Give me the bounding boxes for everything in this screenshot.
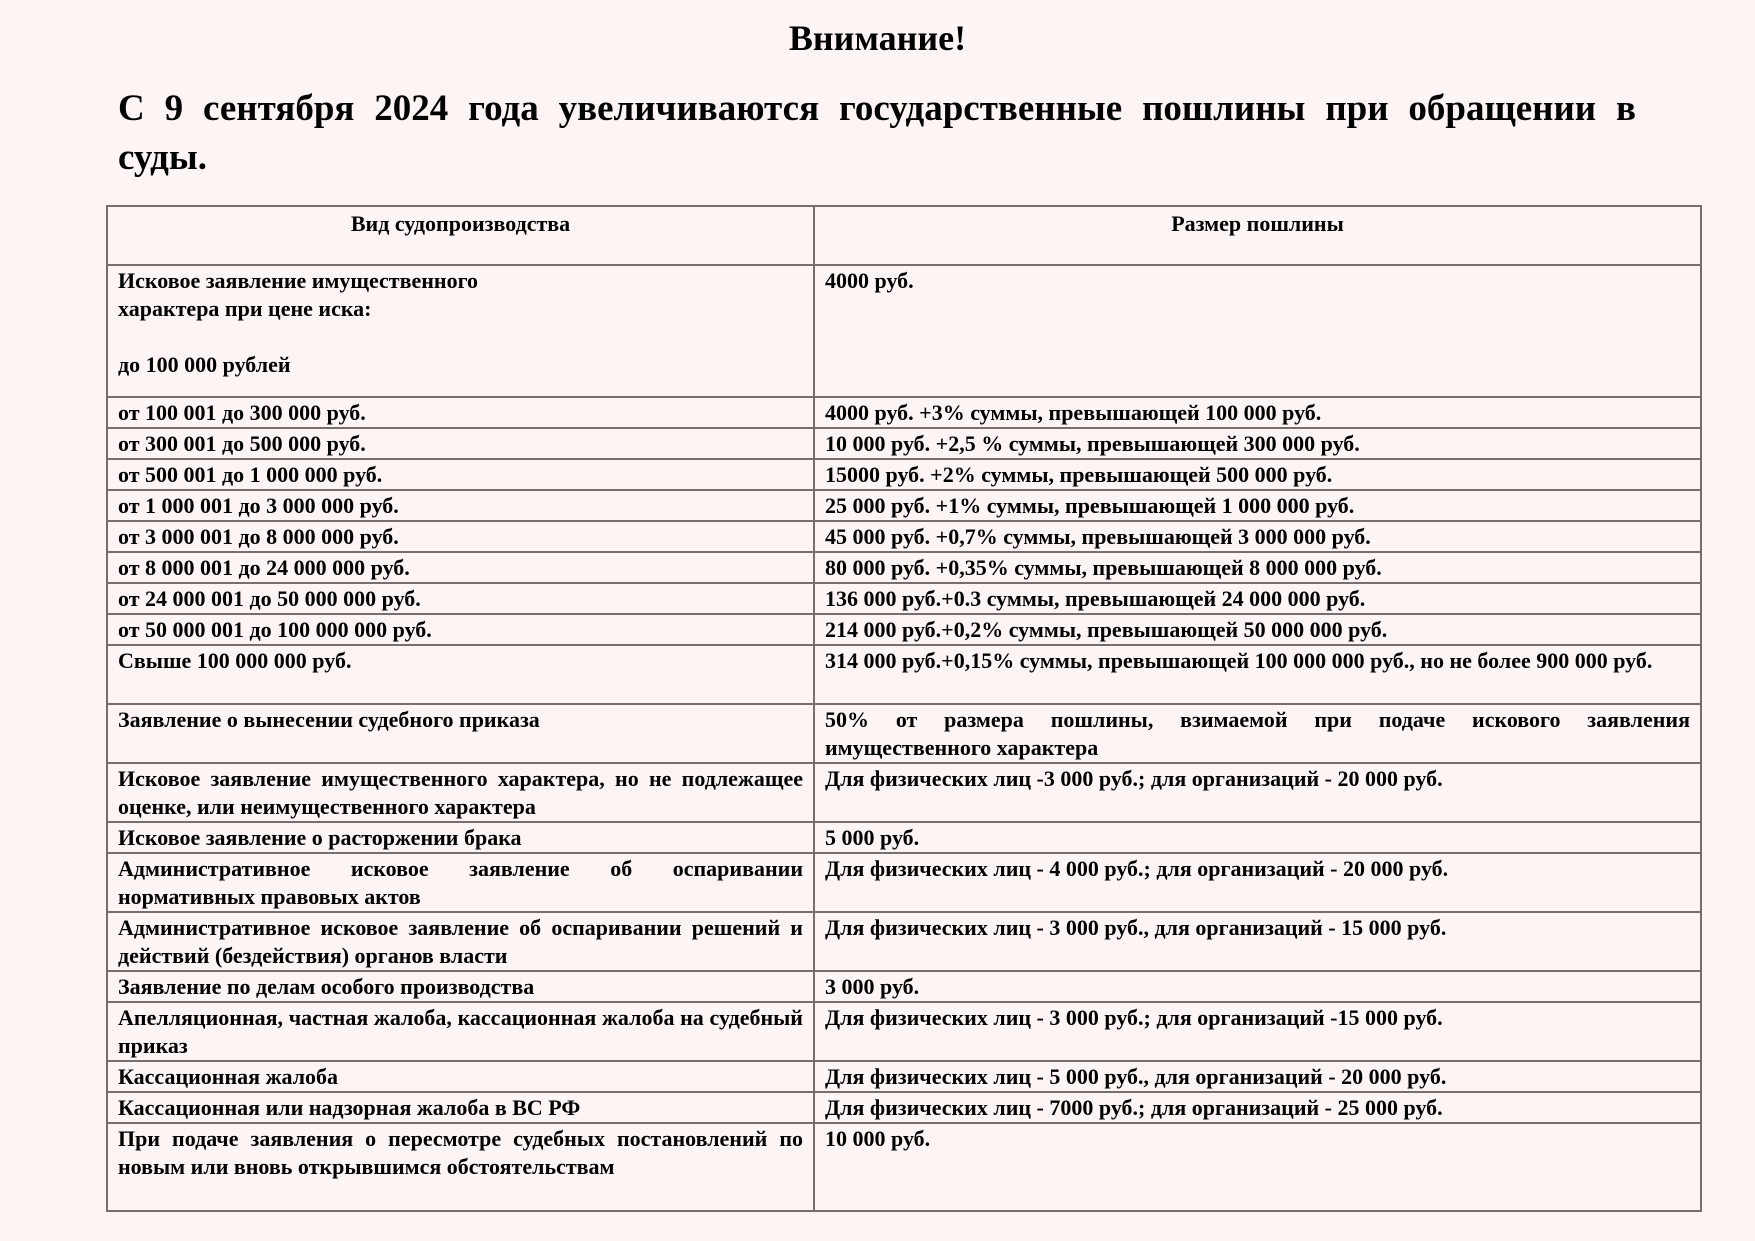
fee-cell: 314 000 руб.+0,15% суммы, превышающей 100 000 000 руб., но не более 900 000 руб. — [814, 645, 1701, 704]
fee-cell: 10 000 руб. — [814, 1123, 1701, 1211]
fee-cell: 25 000 руб. +1% суммы, превышающей 1 000 000 руб. — [814, 490, 1701, 521]
table-row — [107, 822, 1701, 853]
table-row — [107, 552, 1701, 583]
proceeding-type-cell: Кассационная или надзорная жалоба в ВС РФ — [107, 1092, 814, 1123]
table-row — [107, 583, 1701, 614]
table-row — [107, 645, 1701, 704]
proceeding-type-cell: от 3 000 001 до 8 000 000 руб. — [107, 521, 814, 552]
table-row — [107, 1002, 1701, 1061]
fee-cell: Для физических лиц - 5 000 руб., для организаций - 20 000 руб. — [814, 1061, 1701, 1092]
first-row-label-line1: Исковое заявление имущественного — [118, 268, 479, 293]
table-row — [107, 1123, 1701, 1211]
first-row-label-line2: характера при цене иска: — [118, 296, 372, 321]
fee-cell: Для физических лиц - 3 000 руб.; для организаций -15 000 руб. — [814, 1002, 1701, 1061]
table-row — [107, 971, 1701, 1002]
table-row — [107, 521, 1701, 552]
table-row — [107, 397, 1701, 428]
proceeding-type-cell: от 50 000 001 до 100 000 000 руб. — [107, 614, 814, 645]
proceeding-type-cell: Административное исковое заявление об оспаривании нормативных правовых актов — [107, 853, 814, 912]
proceeding-type-cell: Исковое заявление о расторжении брака — [107, 822, 814, 853]
proceeding-type-cell: от 8 000 001 до 24 000 000 руб. — [107, 552, 814, 583]
proceeding-type-cell: Кассационная жалоба — [107, 1061, 814, 1092]
fee-cell: 10 000 руб. +2,5 % суммы, превышающей 300 000 руб. — [814, 428, 1701, 459]
fee-cell: Для физических лиц - 4 000 руб.; для организаций - 20 000 руб. — [814, 853, 1701, 912]
column-header-proceeding-type: Вид судопроизводства — [107, 206, 814, 265]
fee-cell: 3 000 руб. — [814, 971, 1701, 1002]
table-row — [107, 912, 1701, 971]
fee-cell: 4000 руб. — [814, 265, 1701, 397]
notice-subtitle: С 9 сентября 2024 года увеличиваются государственные пошлины при обращении в суды. — [118, 88, 1636, 178]
fee-cell: 45 000 руб. +0,7% суммы, превышающей 3 000 000 руб. — [814, 521, 1701, 552]
proceeding-type-cell: от 500 001 до 1 000 000 руб. — [107, 459, 814, 490]
table-row — [107, 459, 1701, 490]
fee-cell: 5 000 руб. — [814, 822, 1701, 853]
fee-cell: 136 000 руб.+0.3 суммы, превышающей 24 000 000 руб. — [814, 583, 1701, 614]
fee-cell: 50% от размера пошлины, взимаемой при подаче искового заявления имущественного характера — [814, 704, 1701, 763]
proceeding-type-cell: Свыше 100 000 000 руб. — [107, 645, 814, 704]
proceeding-type-cell: от 1 000 001 до 3 000 000 руб. — [107, 490, 814, 521]
notice-title: Внимание! — [788, 18, 967, 58]
fee-cell: 214 000 руб.+0,2% суммы, превышающей 50 000 000 руб. — [814, 614, 1701, 645]
proceeding-type-cell: Апелляционная, частная жалоба, кассационная жалоба на судебный приказ — [107, 1002, 814, 1061]
proceeding-type-cell: Административное исковое заявление об оспаривании решений и действий (бездействия) органов власти — [107, 912, 814, 971]
proceeding-type-cell: При подаче заявления о пересмотре судебных постановлений по новым или вновь открывшимся обстоятельствам — [107, 1123, 814, 1211]
column-header-fee-amount: Размер пошлины — [814, 206, 1701, 265]
table-row — [107, 1061, 1701, 1092]
table-row — [107, 428, 1701, 459]
court-fees-table — [106, 205, 1702, 1212]
proceeding-type-cell: Заявление о вынесении судебного приказа — [107, 704, 814, 763]
proceeding-type-cell: Исковое заявление имущественного характера, но не подлежащее оценке, или неимущественного характера — [107, 763, 814, 822]
table-row — [107, 490, 1701, 521]
proceeding-type-cell — [107, 265, 814, 397]
table-row — [107, 704, 1701, 763]
fee-cell: Для физических лиц - 3 000 руб., для организаций - 15 000 руб. — [814, 912, 1701, 971]
proceeding-type-cell: от 300 001 до 500 000 руб. — [107, 428, 814, 459]
table-row — [107, 763, 1701, 822]
table-row — [107, 853, 1701, 912]
table-row — [107, 614, 1701, 645]
fee-cell: Для физических лиц -3 000 руб.; для организаций - 20 000 руб. — [814, 763, 1701, 822]
table-header-row — [107, 206, 1701, 265]
proceeding-type-cell: Заявление по делам особого производства — [107, 971, 814, 1002]
fee-cell: 15000 руб. +2% суммы, превышающей 500 000 руб. — [814, 459, 1701, 490]
fee-cell: 4000 руб. +3% суммы, превышающей 100 000 руб. — [814, 397, 1701, 428]
first-row-label-line3: до 100 000 рублей — [118, 352, 291, 377]
fee-cell: Для физических лиц - 7000 руб.; для организаций - 25 000 руб. — [814, 1092, 1701, 1123]
table-row — [107, 265, 1701, 397]
proceeding-type-cell: от 100 001 до 300 000 руб. — [107, 397, 814, 428]
table-row — [107, 1092, 1701, 1123]
proceeding-type-cell: от 24 000 001 до 50 000 000 руб. — [107, 583, 814, 614]
fee-cell: 80 000 руб. +0,35% суммы, превышающей 8 000 000 руб. — [814, 552, 1701, 583]
